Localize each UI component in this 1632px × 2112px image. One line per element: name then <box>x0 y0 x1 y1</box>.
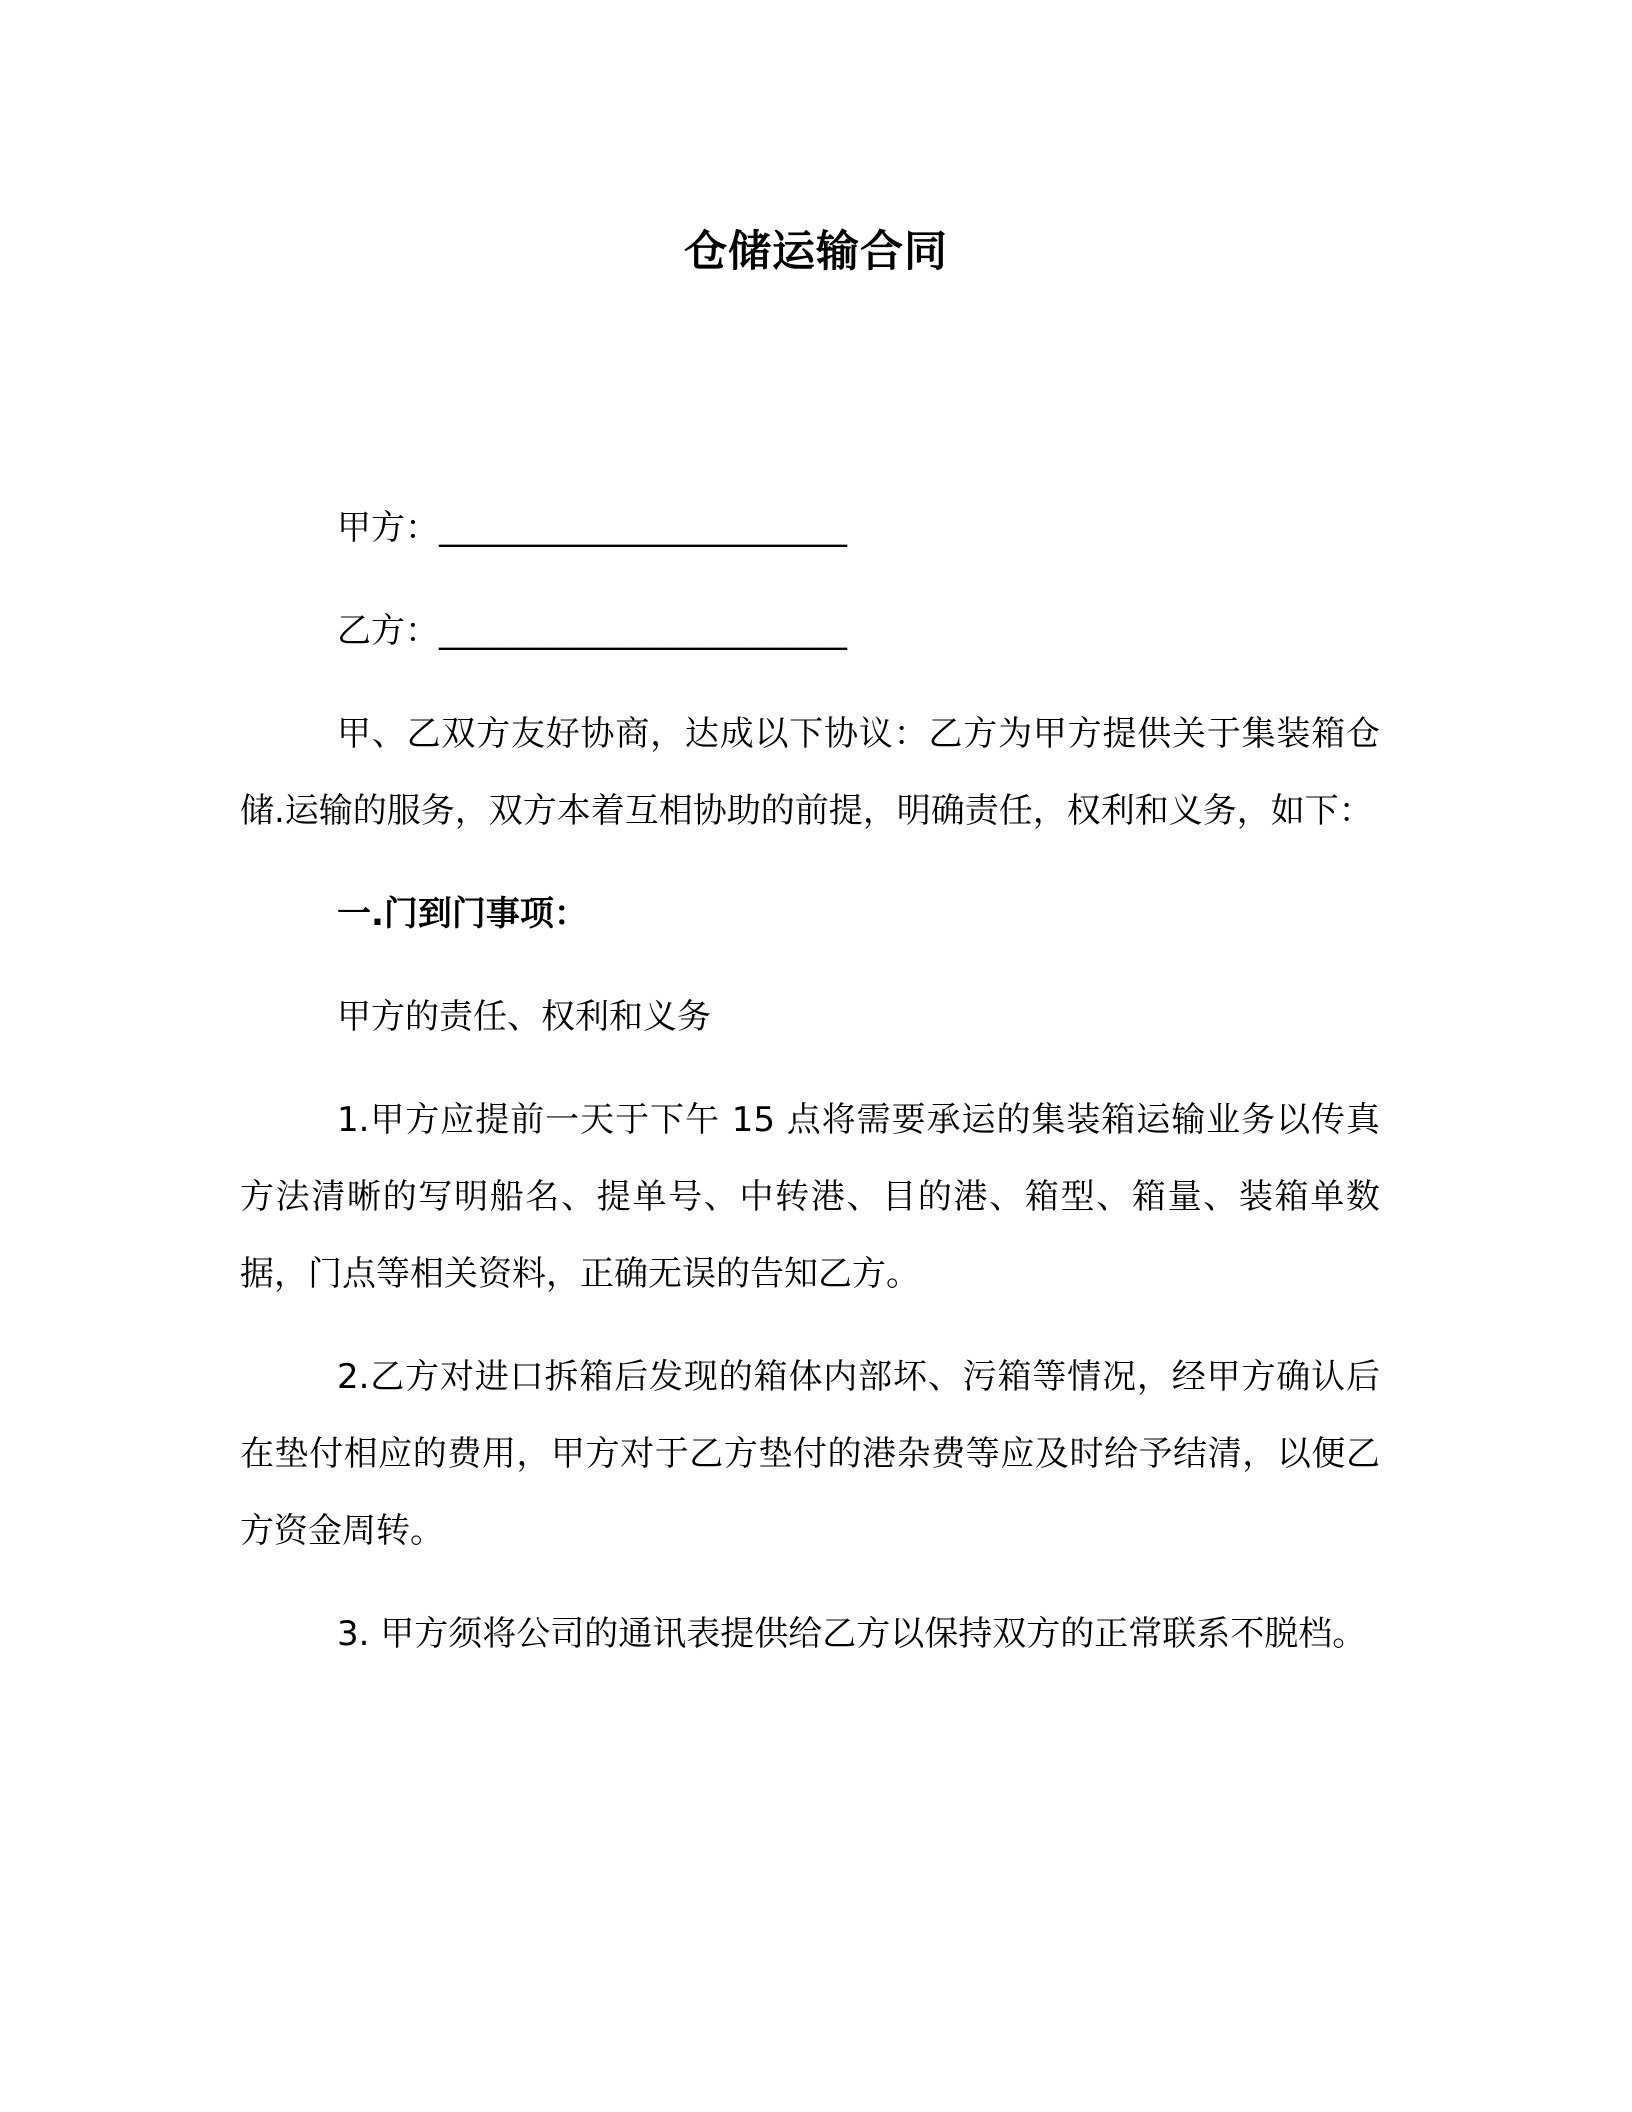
clause-3: 3. 甲方须将公司的通讯表提供给乙方以保持双方的正常联系不脱档。 <box>337 1614 1367 1654</box>
section-heading: 一.门到门事项： <box>337 894 588 934</box>
intro-paragraph: 甲、乙双方友好协商，达成以下协议：乙方为甲方提供关于集装箱仓储.运输的服务，双方本着互相协助的前提，明确责任，权利和义务，如下： <box>240 714 1380 831</box>
document-body <box>240 490 1380 1699</box>
document-title: 仓储运输合同 <box>684 227 948 277</box>
clause-1: 1.甲方应提前一天于下午 15 点将需要承运的集装箱运输业务以传真方法清晰的写明船名、提单号、中转港、目的港、箱型、箱量、装箱单数据，门点等相关资料，正确无误的告知乙方。 <box>240 1100 1380 1294</box>
section-subheading: 甲方的责任、权利和义务 <box>337 997 711 1037</box>
clause-2: 2.乙方对进口拆箱后发现的箱体内部坏、污箱等情况，经甲方确认后在垫付相应的费用，甲方对于乙方垫付的港杂费等应及时给予结清，以便乙方资金周转。 <box>240 1357 1380 1551</box>
party-b-line: 乙方：________________________ <box>337 611 847 651</box>
party-a-line: 甲方：________________________ <box>337 508 847 548</box>
